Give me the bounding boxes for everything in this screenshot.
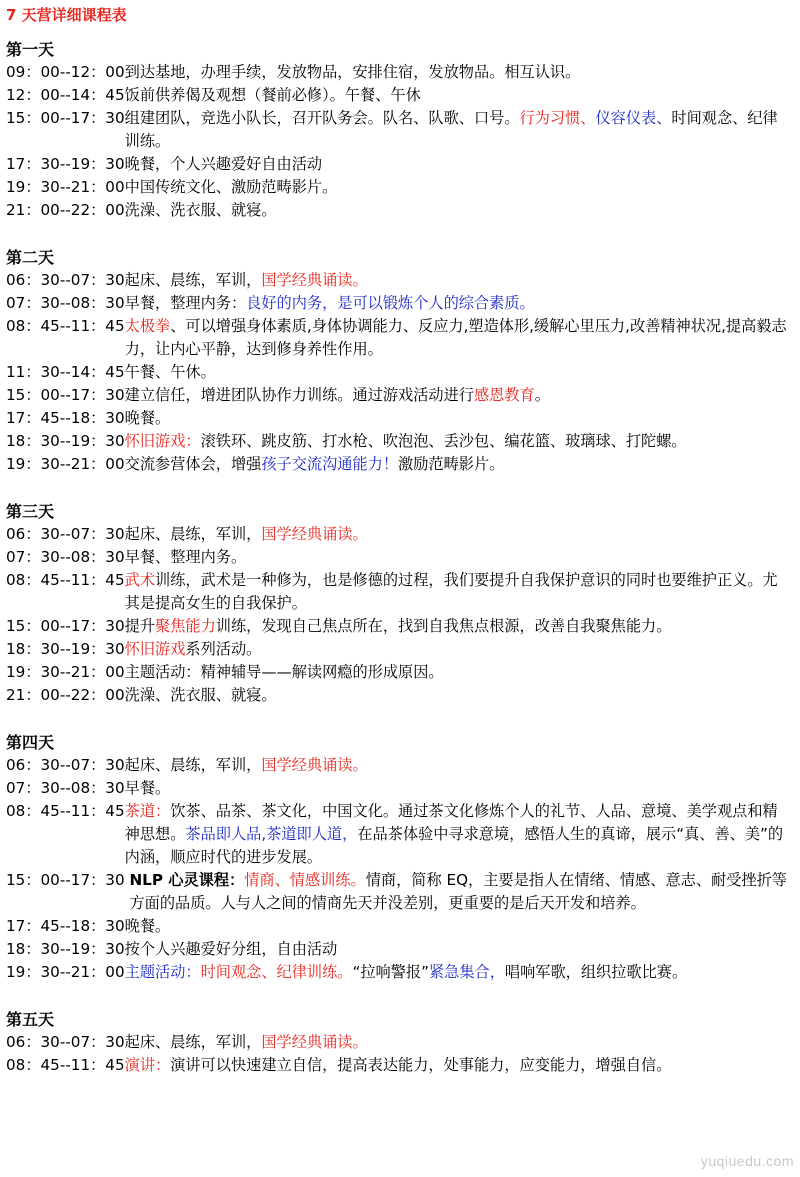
schedule-entry bbox=[6, 938, 792, 961]
day-heading: 第三天 bbox=[6, 502, 55, 521]
entry-time: 19：30--21：00 bbox=[6, 178, 125, 196]
description-segment: 早餐、整理内务。 bbox=[124, 548, 247, 566]
entry-description bbox=[125, 61, 792, 84]
entry-time: 15：00--17：30 bbox=[6, 617, 125, 635]
description-segment: 晚餐，个人兴趣爱好自由活动 bbox=[124, 155, 323, 173]
description-segment: 太极拳 bbox=[124, 317, 171, 335]
entry-description bbox=[125, 453, 792, 476]
day-section bbox=[6, 500, 792, 707]
schedule-entry bbox=[6, 384, 792, 407]
description-segment: 、可以增强身体素质,身体协调能力、反应力,塑造体形,缓解心里压力,改善精神状况,提高毅志力，让内心平静，达到修身养性作用。 bbox=[124, 317, 787, 358]
entry-description bbox=[125, 84, 792, 107]
description-segment: 国学经典诵读。 bbox=[261, 1033, 368, 1051]
description-segment: 。 bbox=[534, 386, 550, 404]
entry-description bbox=[125, 269, 792, 292]
description-segment: 良好的内务，是可以锻炼个人的综合素质。 bbox=[246, 294, 535, 312]
schedule-days bbox=[6, 38, 792, 1077]
entry-description bbox=[125, 430, 792, 453]
section-gap bbox=[6, 984, 792, 1008]
schedule-entry bbox=[6, 638, 792, 661]
entry-time: 07：30--08：30 bbox=[6, 548, 125, 566]
description-segment: 起床、晨练，军训， bbox=[124, 1033, 262, 1051]
entry-description bbox=[125, 961, 792, 984]
entry-description bbox=[125, 176, 792, 199]
entry-time: 06：30--07：30 bbox=[6, 756, 125, 774]
schedule-entry bbox=[6, 615, 792, 638]
description-segment: 起床、晨练，军训， bbox=[124, 525, 262, 543]
schedule-entry bbox=[6, 430, 792, 453]
day-heading: 第一天 bbox=[6, 40, 55, 59]
description-segment: 训练，发现自己焦点所在，找到自我焦点根源，改善自我聚焦能力。 bbox=[215, 617, 672, 635]
schedule-entry bbox=[6, 523, 792, 546]
description-segment: 系列活动。 bbox=[185, 640, 262, 658]
description-segment: 按个人兴趣爱好分组，自由活动 bbox=[124, 940, 338, 958]
entry-time: 08：45--11：45 bbox=[6, 571, 125, 589]
section-gap bbox=[6, 707, 792, 731]
description-segment: NLP 心灵课程： bbox=[129, 871, 245, 889]
entry-time: 17：30--19：30 bbox=[6, 155, 125, 173]
description-segment: 国学经典诵读。 bbox=[261, 756, 368, 774]
description-segment: 唱响军歌，组织拉歌比赛。 bbox=[504, 963, 688, 981]
description-segment: 组建团队，竞选小队长，召开队务会。队名、队歌、口号。 bbox=[124, 109, 520, 127]
description-segment: “拉响警报” bbox=[352, 963, 429, 981]
section-gap bbox=[6, 222, 792, 246]
description-segment: 时间观念、纪律训练。 bbox=[200, 963, 353, 981]
schedule-entry bbox=[6, 153, 792, 176]
entry-time: 06：30--07：30 bbox=[6, 1033, 125, 1051]
description-segment: 滚铁环、跳皮筋、打水枪、吹泡泡、丢沙包、编花篮、玻璃球、打陀螺。 bbox=[200, 432, 687, 450]
description-segment: 国学经典诵读。 bbox=[261, 271, 368, 289]
section-gap bbox=[6, 476, 792, 500]
entry-description bbox=[125, 107, 792, 153]
schedule-entry bbox=[6, 199, 792, 222]
entry-time: 06：30--07：30 bbox=[6, 271, 125, 289]
day-heading: 第五天 bbox=[6, 1010, 55, 1029]
entry-description bbox=[125, 523, 792, 546]
description-segment: 到达基地，办理手续，发放物品，安排住宿，发放物品。相互认识。 bbox=[124, 63, 581, 81]
entry-description bbox=[125, 569, 792, 615]
description-segment: 饭前供养偈及观想（餐前必修）。午餐、午休 bbox=[124, 86, 421, 104]
description-segment: 饮茶、品茶、茶文化，中国文化。通过茶文化修炼个人的礼节、人品、意境、美学观点和精神思想。 bbox=[124, 802, 778, 843]
schedule-entry bbox=[6, 61, 792, 84]
entry-description bbox=[125, 384, 792, 407]
schedule-entry bbox=[6, 684, 792, 707]
entry-time: 11：30--14：45 bbox=[6, 363, 125, 381]
description-segment: 时间观念、纪律训练。 bbox=[124, 109, 778, 150]
entry-description bbox=[129, 869, 792, 915]
entry-description bbox=[125, 315, 792, 361]
description-segment: 提升 bbox=[124, 617, 156, 635]
description-segment: 怀旧游戏 bbox=[124, 640, 186, 658]
description-segment: 紧急集合， bbox=[428, 963, 505, 981]
description-segment: 国学经典诵读。 bbox=[261, 525, 368, 543]
entry-time: 12：00--14：45 bbox=[6, 86, 125, 104]
entry-time: 08：45--11：45 bbox=[6, 1056, 125, 1074]
description-segment: 茶道： bbox=[124, 802, 171, 820]
description-segment: 主题活动：精神辅导——解读网瘾的形成原因。 bbox=[124, 663, 444, 681]
schedule-entry bbox=[6, 315, 792, 361]
schedule-entry bbox=[6, 269, 792, 292]
description-segment: 情商，简称 EQ，主要是指人在情绪、情感、意志、耐受挫折等方面的品质。人与人之间的情商先天并没差别，更重要的是后天开发和培养。 bbox=[129, 871, 787, 912]
description-segment: 主题活动： bbox=[124, 963, 201, 981]
entry-description bbox=[125, 777, 792, 800]
entry-time: 15：00--17：30 bbox=[6, 386, 125, 404]
description-segment: 武术 bbox=[124, 571, 156, 589]
description-segment: 茶品即人品,茶道即人道， bbox=[185, 825, 358, 843]
entry-description bbox=[125, 638, 792, 661]
entry-description bbox=[125, 915, 792, 938]
entry-time: 15：00--17：30 bbox=[6, 109, 125, 127]
entry-time: 07：30--08：30 bbox=[6, 294, 125, 312]
schedule-entry bbox=[6, 961, 792, 984]
entry-description bbox=[125, 546, 792, 569]
schedule-entry bbox=[6, 777, 792, 800]
description-segment: 演讲： bbox=[124, 1056, 171, 1074]
description-segment: 晚餐。 bbox=[124, 409, 171, 427]
description-segment: 孩子交流沟通能力！ bbox=[261, 455, 399, 473]
description-segment: 仪容仪表、 bbox=[595, 109, 672, 127]
entry-time: 08：45--11：45 bbox=[6, 317, 125, 335]
schedule-entry bbox=[6, 292, 792, 315]
entry-description bbox=[125, 407, 792, 430]
entry-description bbox=[125, 938, 792, 961]
entry-time: 08：45--11：45 bbox=[6, 802, 125, 820]
day-section bbox=[6, 246, 792, 476]
entry-time: 17：45--18：30 bbox=[6, 917, 125, 935]
description-segment: 训练，武术是一种修为，也是修德的过程，我们要提升自我保护意识的同时也要维护正义。尤其是提高女生的自我保护。 bbox=[124, 571, 778, 612]
schedule-entry bbox=[6, 176, 792, 199]
description-segment: 演讲可以快速建立自信，提高表达能力，处事能力，应变能力，增强自信。 bbox=[170, 1056, 672, 1074]
description-segment: 行为习惯、 bbox=[519, 109, 596, 127]
schedule-entry bbox=[6, 107, 792, 153]
entry-description bbox=[125, 661, 792, 684]
entry-description bbox=[125, 153, 792, 176]
entry-time: 09：00--12：00 bbox=[6, 63, 125, 81]
schedule-entry bbox=[6, 453, 792, 476]
description-segment: 怀旧游戏： bbox=[124, 432, 201, 450]
day-section bbox=[6, 1008, 792, 1077]
day-section bbox=[6, 38, 792, 222]
entry-time: 19：30--21：00 bbox=[6, 663, 125, 681]
watermark: yuqiuedu.com bbox=[700, 1153, 794, 1169]
entry-description bbox=[125, 199, 792, 222]
description-segment: 激励范畴影片。 bbox=[398, 455, 505, 473]
schedule-entry bbox=[6, 661, 792, 684]
schedule-entry bbox=[6, 754, 792, 777]
schedule-entry bbox=[6, 361, 792, 384]
day-heading: 第四天 bbox=[6, 733, 55, 752]
entry-time: 21：00--22：00 bbox=[6, 201, 125, 219]
schedule-entry bbox=[6, 915, 792, 938]
entry-time: 21：00--22：00 bbox=[6, 686, 125, 704]
entry-time: 15：00--17：30 bbox=[6, 871, 130, 889]
description-segment: 在品茶体验中寻求意境，感悟人生的真谛，展示“真、善、美”的内涵，顺应时代的进步发展。 bbox=[124, 825, 784, 866]
schedule-entry bbox=[6, 84, 792, 107]
description-segment: 交流参营体会，增强 bbox=[124, 455, 262, 473]
schedule-entry bbox=[6, 869, 792, 915]
entry-time: 18：30--19：30 bbox=[6, 432, 125, 450]
description-segment: 起床、晨练，军训， bbox=[124, 271, 262, 289]
entry-time: 18：30--19：30 bbox=[6, 640, 125, 658]
schedule-entry bbox=[6, 546, 792, 569]
entry-time: 19：30--21：00 bbox=[6, 455, 125, 473]
description-segment: 聚焦能力 bbox=[155, 617, 216, 635]
description-segment: 中国传统文化、激励范畴影片。 bbox=[124, 178, 338, 196]
entry-description bbox=[125, 1054, 792, 1077]
day-heading: 第二天 bbox=[6, 248, 55, 267]
entry-description bbox=[125, 754, 792, 777]
description-segment: 起床、晨练，军训， bbox=[124, 756, 262, 774]
description-segment: 洗澡、洗衣服、就寝。 bbox=[124, 201, 277, 219]
description-segment: 晚餐。 bbox=[124, 917, 171, 935]
entry-description bbox=[125, 361, 792, 384]
page-title: 7 天营详细课程表 bbox=[6, 6, 127, 24]
entry-time: 17：45--18：30 bbox=[6, 409, 125, 427]
entry-time: 19：30--21：00 bbox=[6, 963, 125, 981]
entry-time: 07：30--08：30 bbox=[6, 779, 125, 797]
description-segment: 洗澡、洗衣服、就寝。 bbox=[124, 686, 277, 704]
entry-description bbox=[125, 615, 792, 638]
description-segment: 建立信任，增进团队协作力训练。通过游戏活动进行 bbox=[124, 386, 474, 404]
schedule-entry bbox=[6, 1031, 792, 1054]
schedule-entry bbox=[6, 1054, 792, 1077]
entry-description bbox=[125, 1031, 792, 1054]
schedule-entry bbox=[6, 800, 792, 869]
description-segment: 午餐、午休。 bbox=[124, 363, 216, 381]
description-segment: 情商、情感训练。 bbox=[244, 871, 366, 889]
entry-description bbox=[125, 800, 792, 869]
description-segment: 早餐，整理内务： bbox=[124, 294, 247, 312]
entry-description bbox=[125, 684, 792, 707]
entry-time: 18：30--19：30 bbox=[6, 940, 125, 958]
schedule-entry bbox=[6, 407, 792, 430]
entry-description bbox=[125, 292, 792, 315]
entry-time: 06：30--07：30 bbox=[6, 525, 125, 543]
description-segment: 早餐。 bbox=[124, 779, 171, 797]
schedule-entry bbox=[6, 569, 792, 615]
day-section bbox=[6, 731, 792, 984]
description-segment: 感恩教育 bbox=[473, 386, 535, 404]
